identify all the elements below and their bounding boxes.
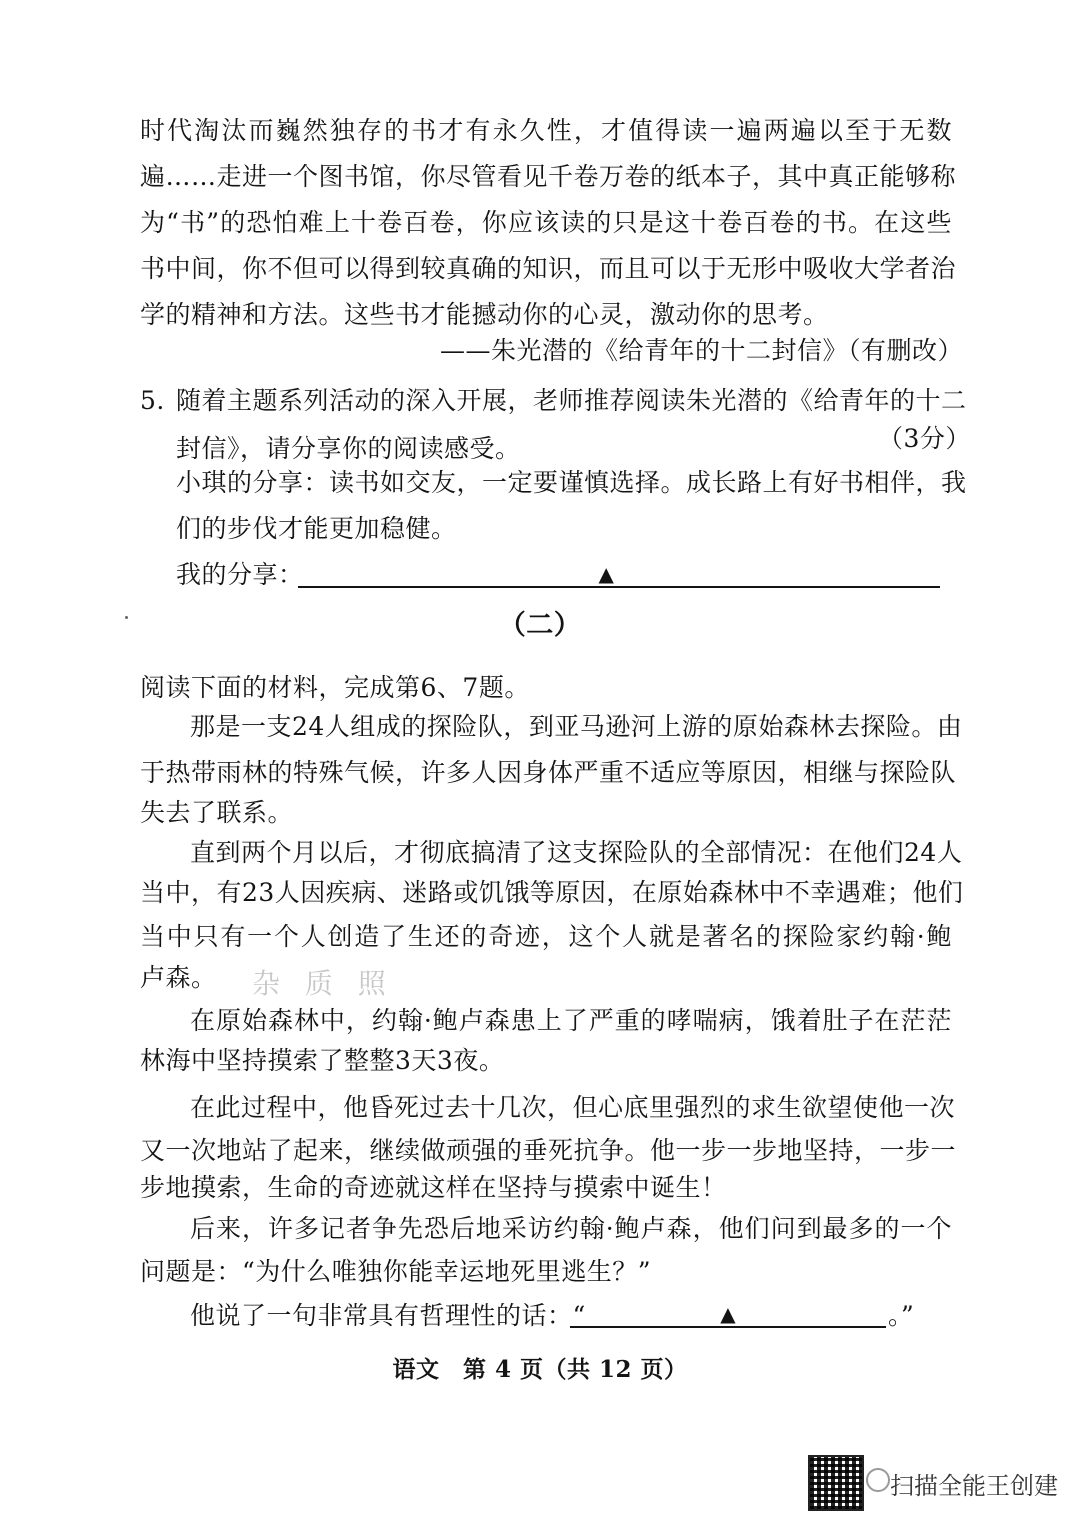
- blank-marker-icon: ▲: [598, 562, 614, 586]
- watermark-logo-icon: [866, 1468, 890, 1492]
- para4-line-3: 步地摸索，生命的奇迹就这样在坚持与摸索中诞生！: [140, 1173, 727, 1202]
- quote-answer-blank[interactable]: [570, 1300, 886, 1328]
- section-heading: （二）: [498, 610, 582, 641]
- passage1-line-1: 时代淘汰而巍然独存的书才有永久性，才值得读一遍两遍以至于无数: [140, 116, 952, 145]
- para2-line-3: 当中只有一个人创造了生还的奇迹，这个人就是著名的探险家约翰·鲍: [140, 922, 952, 951]
- q5-my-share-label: 我的分享：: [176, 560, 304, 589]
- passage1-line-3: 为“书”的恐怕难上十卷百卷，你应该读的只是这十卷百卷的书。在这些: [140, 208, 952, 237]
- para2-line-2: 当中，有23人因疾病、迷路或饥饿等原因，在原始森林中不幸遇难；他们: [140, 878, 964, 907]
- section-instruction: 阅读下面的材料，完成第6、7题。: [140, 673, 530, 702]
- para1-line-3: 失去了联系。: [140, 798, 294, 827]
- para5-line-1: 后来，许多记者争先恐后地采访约翰·鲍卢森，他们问到最多的一个: [190, 1214, 952, 1243]
- para2-line-1: 直到两个月以后，才彻底搞清了这支探险队的全部情况：在他们24人: [190, 838, 963, 867]
- para2-line-4: 卢森。: [140, 963, 217, 992]
- final-quote-suffix: 。”: [888, 1301, 915, 1330]
- scan-speck: [125, 616, 128, 619]
- passage1-line-5: 学的精神和方法。这些书才能撼动你的心灵，激动你的思考。: [140, 300, 829, 329]
- para3-line-2: 林海中坚持摸索了整整3天3夜。: [140, 1046, 505, 1075]
- faded-stamp: 杂 质 照: [252, 967, 394, 1000]
- page-footer: 语文 第 4 页（共 12 页）: [392, 1356, 688, 1383]
- para5-line-2: 问题是：“为什么唯独你能幸运地死里逃生？”: [140, 1257, 652, 1286]
- para1-line-2: 于热带雨林的特殊气候，许多人因身体严重不适应等原因，相继与探险队: [140, 758, 957, 787]
- passage1-source: ——朱光潜的《给青年的十二封信》（有删改）: [440, 336, 964, 365]
- qr-code-icon: [808, 1455, 864, 1511]
- q5-answer-blank[interactable]: [298, 560, 940, 588]
- q5-share-line-1: 小琪的分享：读书如交友，一定要谨慎选择。成长路上有好书相伴，我: [176, 468, 967, 497]
- q5-number: 5.: [140, 386, 165, 415]
- passage1-line-2: 遍……走进一个图书馆，你尽管看见千卷万卷的纸本子，其中真正能够称: [140, 162, 957, 191]
- para1-line-1: 那是一支24人组成的探险队，到亚马逊河上游的原始森林去探险。由: [190, 712, 963, 741]
- scanner-watermark: 扫描全能王创建: [890, 1472, 1058, 1500]
- q5-prompt-line-2: 封信》，请分享你的阅读感受。: [176, 434, 521, 463]
- para4-line-1: 在此过程中，他昏死过去十几次，但心底里强烈的求生欲望使他一次: [190, 1093, 956, 1122]
- q5-share-line-2: 们的步伐才能更加稳健。: [176, 514, 457, 543]
- final-quote-prefix: 他说了一句非常具有哲理性的话：“: [190, 1301, 586, 1330]
- q5-points: （3分）: [878, 424, 971, 453]
- para4-line-2: 又一次地站了起来，继续做顽强的垂死抗争。他一步一步地坚持，一步一: [140, 1136, 957, 1165]
- blank-marker-icon: ▲: [720, 1302, 736, 1326]
- q5-prompt-line-1: 随着主题系列活动的深入开展，老师推荐阅读朱光潜的《给青年的十二: [176, 386, 967, 415]
- passage1-line-4: 书中间，你不但可以得到较真确的知识，而且可以于无形中吸收大学者治: [140, 254, 957, 283]
- para3-line-1: 在原始森林中，约翰·鲍卢森患上了严重的哮喘病，饿着肚子在茫茫: [190, 1006, 952, 1035]
